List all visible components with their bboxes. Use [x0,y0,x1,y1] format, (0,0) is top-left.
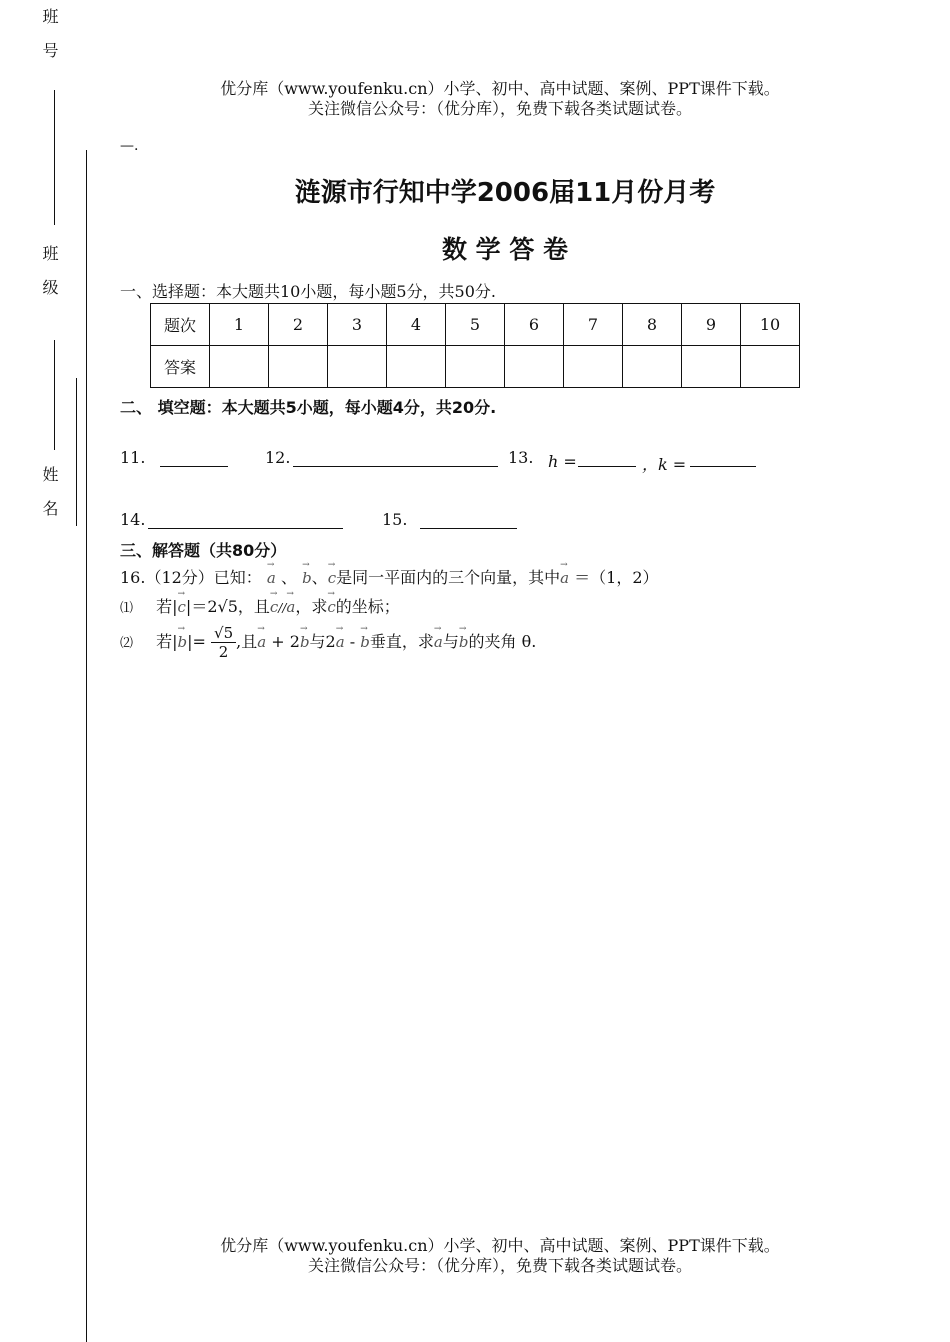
q15-blank[interactable] [420,528,517,529]
part2-number: ⑵ [120,636,134,651]
vector-b: → b [178,633,188,651]
row-label-questions: 题次 [151,304,210,346]
answer-table [150,303,800,388]
label-class-number: 班号 [40,8,59,76]
part1-eq: ＝2√5，且 [191,597,270,616]
binding-line-short [76,378,77,526]
vector-b: → b [302,569,312,587]
fraction-sqrt5-over-2 [211,624,236,661]
question-number: 5 [446,304,505,346]
vector-b: → b [459,633,469,651]
question-number: 2 [269,304,328,346]
part2-eq: = [192,632,206,651]
vector-a: → a [434,633,443,651]
q16-mid: 是同一平面内的三个向量，其中 [336,568,561,587]
vector-a: → a [336,633,345,651]
label-class: 班级 [40,245,59,313]
page-subtitle: 数 学 答 卷 [441,235,569,264]
vector-a: → a [286,598,295,616]
q14-label: 14. [120,510,146,529]
footer-line-2: 关注微信公众号：（优分库），免费下载各类试题试卷。 [307,1256,692,1275]
vector-a: → a [257,633,266,651]
vector-c: → c [327,598,335,616]
answer-cell[interactable] [387,346,446,388]
banner-line-1: 优分库（www.youfenku.cn）小学、初中、高中试题、案例、PPT课件下载。 [220,79,780,98]
vector-b: → b [360,633,370,651]
part2-plus: + 2 [271,632,300,651]
fraction-numerator: √5 [211,624,236,643]
answer-cell[interactable] [210,346,269,388]
part1-end: 的坐标； [335,597,400,616]
question-number: 10 [741,304,800,346]
part2-with2: 与 [442,632,459,651]
footer-banner [0,1236,950,1276]
part2-with: 与2 [309,632,336,651]
part2-if: 若 [156,632,173,651]
question-number: 3 [328,304,387,346]
question-row [151,304,800,346]
section3-heading: 三、解答题（共80分） [120,541,287,560]
class-blank[interactable] [54,340,55,450]
answer-row [151,346,800,388]
part1-number: ⑴ [120,601,134,616]
answer-cell[interactable] [505,346,564,388]
q16-intro: 16.（12分）已知： [120,568,262,587]
answer-cell[interactable] [328,346,387,388]
h-label: h = [548,452,577,471]
header-banner [0,79,950,119]
q16-part2: ⑵ 若|→ b|= $\frac{√5}{2}$ ,且→ a + 2→ b与2→ a - → b垂直，求→ a与→ b的夹角 θ. [120,624,536,661]
label-name: 姓名 [40,466,59,534]
vector-b: → b [300,633,310,651]
question-number: 1 [210,304,269,346]
parallel-symbol: // [278,601,287,615]
part2-perp: 垂直，求 [369,632,434,651]
vector-c: → c [178,598,186,616]
q16-sep2: 、 [311,568,328,587]
h-blank[interactable] [578,466,636,467]
q12-blank[interactable] [293,466,498,467]
answer-cell[interactable] [446,346,505,388]
q14-blank[interactable] [148,528,343,529]
part2-and: ,且 [236,632,258,651]
answer-cell[interactable] [682,346,741,388]
q12-label: 12. [265,448,291,467]
q13-label: 13. [508,448,534,467]
question-number: 6 [505,304,564,346]
vector-c: → c [328,569,336,587]
page-title: 涟源市行知中学2006届11月份月考 [294,178,716,208]
question-number: 7 [564,304,623,346]
part1-ask: ，求 [295,597,328,616]
section1-heading: 一、选择题：本大题共10小题，每小题5分，共50分. [120,282,496,301]
q16-stem [120,565,659,588]
footer-line-1: 优分库（www.youfenku.cn）小学、初中、高中试题、案例、PPT课件下载。 [220,1236,780,1255]
k-label: ，k = [642,455,687,474]
answer-cell[interactable] [741,346,800,388]
q11-blank[interactable] [160,466,228,467]
part1-if: 若 [156,597,173,616]
q16-value: ＝（1，2） [574,568,659,587]
part2-angle: 的夹角 θ. [468,632,537,651]
header-mark: —. [120,138,139,154]
answer-cell[interactable] [564,346,623,388]
answer-cell[interactable] [269,346,328,388]
binding-line [86,150,87,1342]
vector-a: → a [560,569,569,587]
vector-c: → c [270,598,278,616]
row-label-answers: 答案 [151,346,210,388]
k-blank[interactable] [690,466,756,467]
section2-heading: 二、 填空题：本大题共5小题，每小题4分，共20分. [120,398,497,417]
banner-line-2: 关注微信公众号：（优分库），免费下载各类试题试卷。 [307,99,692,118]
fraction-denominator: 2 [218,643,229,661]
q16-part1: ⑴ 若|→ c|＝2√5，且→ c//→ a，求→ c的坐标； [120,594,400,617]
vector-a: → a [267,569,276,587]
answer-cell[interactable] [623,346,682,388]
part2-minus: - [349,632,356,651]
q16-sep1: 、 [280,568,297,587]
q11 [120,448,145,467]
q15-label: 15. [382,510,408,529]
question-number: 8 [623,304,682,346]
question-number: 4 [387,304,446,346]
question-number: 9 [682,304,741,346]
q11-label: 11. [120,448,146,467]
